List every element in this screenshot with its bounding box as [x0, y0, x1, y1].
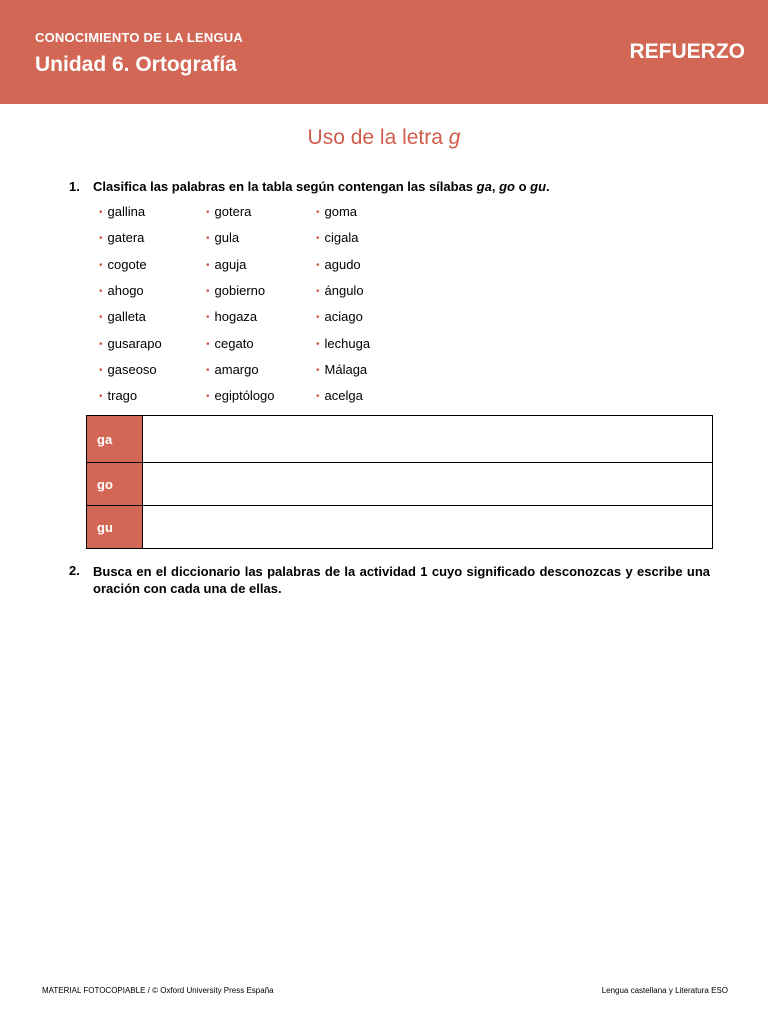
- word-item: [316, 309, 363, 324]
- word-item: [316, 336, 370, 351]
- answer-cell-gu[interactable]: [143, 506, 713, 549]
- bullet-icon: •: [206, 364, 210, 376]
- header-banner: [0, 0, 768, 104]
- row-label: gu: [87, 506, 143, 549]
- bullet-icon: •: [99, 233, 103, 245]
- answer-cell-ga[interactable]: [143, 416, 713, 463]
- word-item: [99, 257, 147, 272]
- word-item: [316, 204, 357, 219]
- bullet-icon: •: [99, 364, 103, 376]
- bullet-icon: •: [316, 391, 320, 403]
- word-text: ángulo: [324, 282, 364, 298]
- word-text: trago: [107, 388, 138, 404]
- unit-title: Unidad 6. Ortografía: [35, 53, 237, 76]
- word-item: [99, 230, 144, 245]
- classification-table: [86, 415, 713, 549]
- bullet-icon: •: [206, 312, 210, 324]
- word-item: [316, 257, 361, 272]
- separator: ,: [491, 179, 500, 194]
- word-text: gallina: [107, 204, 146, 219]
- word-text: egiptólogo: [214, 388, 275, 404]
- word-item: [99, 336, 162, 351]
- bullet-icon: •: [99, 338, 103, 350]
- word-text: acelga: [324, 388, 363, 404]
- row-label: ga: [87, 416, 143, 463]
- word-text: cegato: [214, 335, 254, 351]
- word-text: gobierno: [214, 282, 266, 298]
- word-item: [99, 204, 145, 219]
- bullet-icon: •: [316, 312, 320, 324]
- word-text: gatera: [107, 230, 145, 246]
- bullet-icon: •: [206, 391, 210, 403]
- bullet-icon: •: [99, 285, 103, 297]
- word-text: goma: [324, 204, 358, 219]
- word-item: [99, 388, 137, 403]
- bullet-icon: •: [316, 207, 320, 218]
- word-item: [99, 309, 146, 324]
- level-badge: REFUERZO: [629, 40, 745, 63]
- bullet-icon: •: [99, 207, 103, 218]
- word-item: [99, 283, 144, 298]
- syllable-gu: gu: [530, 179, 547, 194]
- question-2-number: 2.: [69, 563, 80, 578]
- word-text: gula: [214, 230, 240, 246]
- answer-cell-go[interactable]: [143, 463, 713, 506]
- bullet-icon: •: [316, 338, 320, 350]
- bullet-icon: •: [206, 207, 210, 218]
- word-item: [99, 362, 157, 377]
- period: .: [546, 179, 550, 194]
- table-row: [87, 416, 713, 463]
- bullet-icon: •: [99, 312, 103, 324]
- bullet-icon: •: [206, 259, 210, 271]
- page-title: [0, 126, 768, 150]
- section-label: CONOCIMIENTO DE LA LENGUA: [35, 30, 243, 45]
- question-1-number: 1.: [69, 179, 80, 194]
- title-text: Uso de la letra: [307, 126, 449, 149]
- word-item: [206, 362, 259, 377]
- syllable-ga: ga: [476, 179, 492, 194]
- question-1-text: [93, 179, 550, 194]
- bullet-icon: •: [99, 259, 103, 271]
- word-item: [206, 283, 265, 298]
- word-item: [206, 388, 275, 403]
- word-text: amargo: [214, 361, 259, 377]
- footer-copyright: MATERIAL FOTOCOPIABLE / © Oxford University Press España: [42, 986, 274, 995]
- bullet-icon: •: [316, 364, 320, 376]
- word-item: [206, 336, 254, 351]
- word-text: gusarapo: [107, 335, 162, 351]
- word-item: [206, 230, 239, 245]
- word-text: hogaza: [214, 309, 258, 325]
- word-text: galleta: [107, 309, 146, 325]
- word-text: Málaga: [324, 361, 368, 377]
- question-2-text: Busca en el diccionario las palabras de la actividad 1 cuyo significado desconozcas y escribe una oración con cada una de ellas.: [93, 564, 710, 596]
- word-text: agudo: [324, 256, 361, 272]
- bullet-icon: •: [206, 338, 210, 350]
- bullet-icon: •: [316, 285, 320, 297]
- word-text: ahogo: [107, 282, 144, 298]
- bullet-icon: •: [99, 391, 103, 403]
- word-item: [316, 230, 358, 245]
- bullet-icon: •: [316, 259, 320, 271]
- word-item: [316, 283, 364, 298]
- word-text: gotera: [214, 204, 252, 219]
- word-item: [316, 388, 363, 403]
- footer-course: Lengua castellana y Literatura ESO: [601, 986, 728, 995]
- word-item: [206, 257, 246, 272]
- separator: o: [514, 179, 531, 194]
- row-label: go: [87, 463, 143, 506]
- word-item: [206, 204, 251, 219]
- word-text: gaseoso: [107, 361, 157, 377]
- syllable-go: go: [499, 179, 515, 194]
- question-1-prefix: Clasifica las palabras en la tabla según contengan las sílabas: [93, 179, 477, 194]
- title-letter: g: [448, 126, 461, 149]
- table-row: [87, 506, 713, 549]
- word-text: aciago: [324, 309, 363, 325]
- word-text: cogote: [107, 256, 147, 272]
- bullet-icon: •: [206, 233, 210, 245]
- word-item: [316, 362, 367, 377]
- word-text: lechuga: [324, 335, 371, 351]
- bullet-icon: •: [316, 233, 320, 245]
- table-row: [87, 463, 713, 506]
- word-text: aguja: [214, 256, 247, 272]
- bullet-icon: •: [206, 285, 210, 297]
- word-text: cigala: [324, 230, 359, 246]
- word-item: [206, 309, 257, 324]
